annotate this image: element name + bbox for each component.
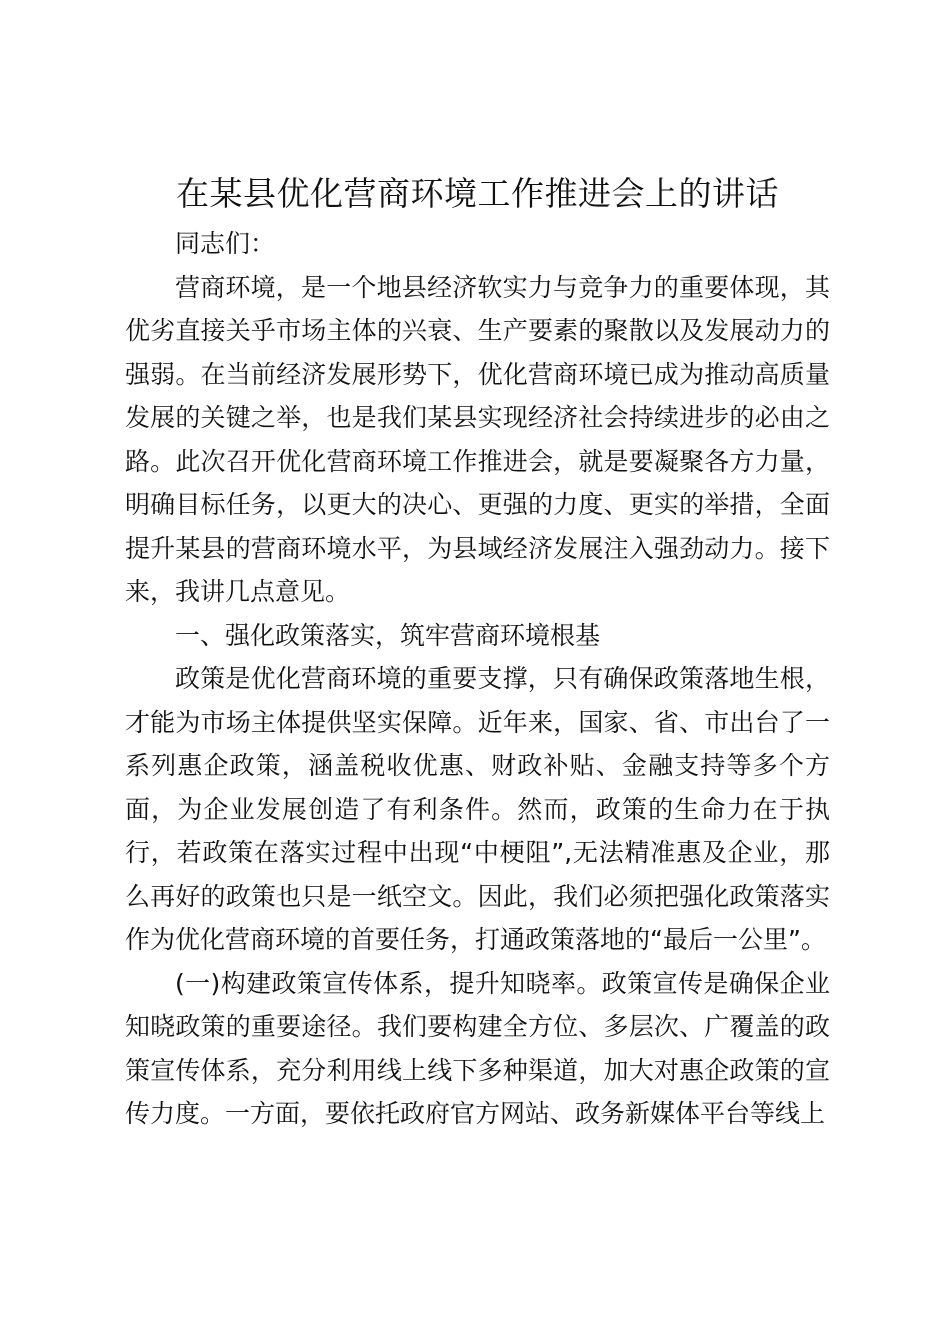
document-title: 在某县优化营商环境工作推进会上的讲话 [176, 174, 779, 213]
paragraph-subsection-1: (一)构建政策宣传体系，提升知晓率。政策宣传是确保企业知晓政策的重要途径。我们要构建全方位、多层次、广覆盖的政策宣传体系，充分利用线上线下多种渠道，加大对惠企政策的宣传力度。一方面，要依托政府官方网站、政务新媒体平台等线上 [125, 968, 830, 1128]
salutation: 同志们： [175, 229, 276, 258]
paragraph-intro: 营商环境，是一个地县经济软实力与竞争力的重要体现，其优劣直接关乎市场主体的兴衰、生产要素的聚散以及发展动力的强弱。在当前经济发展形势下，优化营商环境已成为推动高质量发展的关键之举，也是我们某县实现经济社会持续进步的必由之路。此次召开优化营商环境工作推进会，就是要凝聚各方力量，明确目标任务，以更大的决心、更强的力度、更实的举措，全面提升某县的营商环境水平，为县域经济发展注入强劲动力。接下来，我讲几点意见。 [125, 272, 830, 606]
paragraph-policy: 政策是优化营商环境的重要支撑，只有确保政策落地生根，才能为市场主体提供坚实保障。近年来，国家、省、市出台了一系列惠企政策，涵盖税收优惠、财政补贴、金融支持等多个方面，为企业发展创造了有利条件。然而，政策的生命力在于执行，若政策在落实过程中出现“中梗阻”,无法精准惠及企业，那么再好的政策也只是一纸空文。因此，我们必须把强化政策落实作为优化营商环境的首要任务，打通政策落地的“最后一公里”。 [125, 664, 830, 954]
document-body [125, 222, 830, 1136]
section-heading-1: 一、强化政策落实，筑牢营商环境根基 [175, 620, 601, 650]
